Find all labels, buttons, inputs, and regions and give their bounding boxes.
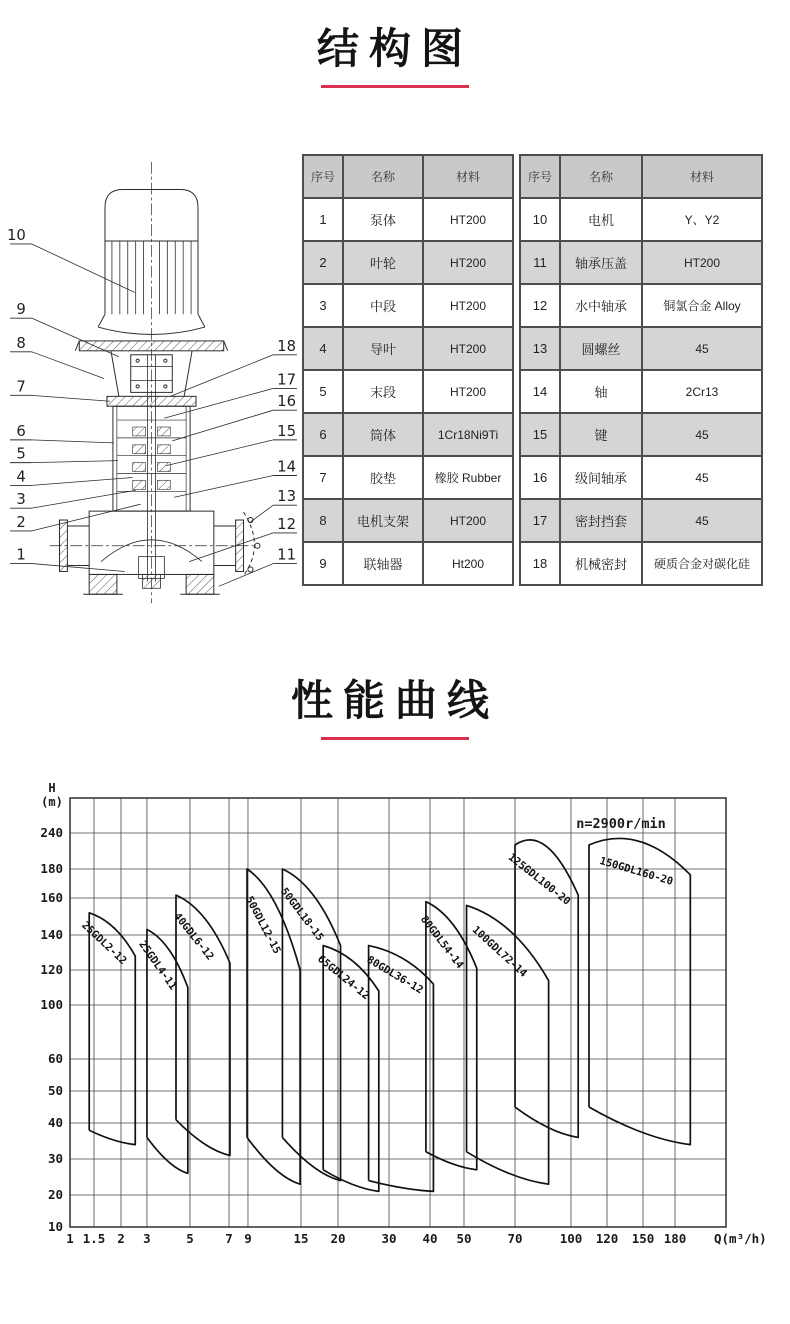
performance-title-underline (321, 737, 469, 740)
part-number-label: 18 (277, 337, 297, 355)
table-row (520, 284, 762, 327)
part-material-cell: 2Cr13 (642, 370, 762, 413)
parts-tables (298, 146, 790, 616)
part-name-cell: 叶轮 (343, 241, 423, 284)
part-material-cell: 1Cr18Ni9Ti (423, 413, 513, 456)
part-material-cell: 铜氯合金 Alloy (642, 284, 762, 327)
pump-model-label: 25GDL4-11 (136, 938, 179, 993)
part-name-cell: 末段 (343, 370, 423, 413)
part-no-cell: 7 (303, 456, 343, 499)
part-name-cell: 中段 (343, 284, 423, 327)
pump-model-label: 40GDL6-12 (171, 910, 216, 963)
part-name-cell: 圆螺丝 (560, 327, 642, 370)
x-tick-label: 120 (595, 1231, 619, 1246)
y-tick-label: 30 (47, 1151, 63, 1167)
part-material-cell: HT200 (423, 198, 513, 241)
leader-line (32, 395, 110, 401)
y-tick-label: 240 (40, 825, 63, 841)
x-tick-label: 150 (631, 1231, 655, 1246)
leader-line (32, 564, 125, 572)
part-name-cell: 机械密封 (560, 542, 642, 585)
y-tick-label: 140 (40, 927, 63, 943)
pump-top-flange-drawing (107, 396, 196, 406)
leader-line (32, 318, 119, 357)
part-material-cell: HT200 (423, 499, 513, 542)
x-tick-label: 20 (330, 1231, 346, 1246)
column-header: 材料 (423, 155, 513, 198)
part-number-label: 17 (277, 371, 297, 389)
part-no-cell: 8 (303, 499, 343, 542)
part-name-cell: 导叶 (343, 327, 423, 370)
leader-line (166, 440, 273, 466)
part-no-cell: 13 (520, 327, 560, 370)
x-tick-label: 15 (293, 1231, 309, 1246)
part-name-cell: 电机 (560, 198, 642, 241)
performance-section-header (0, 668, 790, 740)
y-tick-label: 10 (47, 1219, 63, 1234)
x-tick-label: 40 (422, 1231, 438, 1246)
x-tick-label: 3 (143, 1231, 151, 1246)
table-row (303, 327, 513, 370)
part-no-cell: 18 (520, 542, 560, 585)
pump-model-label: 80GDL54-14 (417, 913, 466, 972)
part-no-cell: 6 (303, 413, 343, 456)
leader-line (32, 490, 136, 508)
table-row (520, 499, 762, 542)
pump-model-label: 50GDL18-15 (278, 885, 326, 944)
leader-line (189, 533, 273, 562)
part-number-label: 4 (16, 468, 26, 486)
table-row (303, 241, 513, 284)
pump-model-label: 50GDL12-15 (242, 894, 283, 956)
part-material-cell: 45 (642, 499, 762, 542)
part-material-cell: 硬质合金对碳化硅 (642, 542, 762, 585)
part-material-cell: HT200 (642, 241, 762, 284)
structure-title: 结构图 (316, 25, 473, 72)
y-tick-label: 180 (40, 860, 63, 876)
table-row (520, 198, 762, 241)
table-row (303, 198, 513, 241)
part-material-cell: 45 (642, 327, 762, 370)
x-tick-label: 7 (225, 1231, 233, 1246)
leader-line (170, 355, 273, 397)
table-row (520, 241, 762, 284)
table-header-row (303, 155, 513, 198)
table-row (520, 370, 762, 413)
part-material-cell: 橡胶 Rubber (423, 456, 513, 499)
column-header: 序号 (520, 155, 560, 198)
parts-table-right (519, 154, 763, 586)
part-name-cell: 电机支架 (343, 499, 423, 542)
parts-table-left (302, 154, 514, 586)
x-tick-label: 180 (663, 1231, 687, 1246)
structure-section-header (0, 16, 790, 88)
pump-model-label: 25GDL2-12 (79, 919, 129, 968)
part-number-label: 15 (277, 422, 297, 440)
leader-line (32, 440, 114, 443)
part-number-label: 9 (16, 301, 26, 319)
leader-line (32, 504, 141, 531)
part-no-cell: 16 (520, 456, 560, 499)
part-no-cell: 15 (520, 413, 560, 456)
part-number-label: 12 (277, 515, 297, 533)
column-header: 材料 (642, 155, 762, 198)
structure-content (0, 146, 790, 616)
part-no-cell: 10 (520, 198, 560, 241)
y-axis-unit: (m) (41, 795, 63, 809)
leader-line (219, 564, 273, 587)
part-name-cell: 级间轴承 (560, 456, 642, 499)
table-row (303, 284, 513, 327)
motor-flange-drawing (75, 341, 227, 351)
part-number-label: 2 (16, 513, 26, 531)
part-no-cell: 5 (303, 370, 343, 413)
part-no-cell: 2 (303, 241, 343, 284)
part-name-cell: 轴承压盖 (560, 241, 642, 284)
x-tick-label: 9 (244, 1231, 252, 1246)
column-header: 序号 (303, 155, 343, 198)
performance-chart (15, 782, 775, 1282)
x-tick-label: 100 (559, 1231, 583, 1246)
table-row (303, 413, 513, 456)
part-number-label: 10 (6, 227, 26, 244)
performance-chart-wrap (15, 782, 775, 1282)
part-name-cell: 泵体 (343, 198, 423, 241)
performance-title: 性能曲线 (290, 677, 499, 724)
leader-line (250, 505, 273, 522)
x-tick-label: 30 (381, 1231, 397, 1246)
x-tick-label: 50 (456, 1231, 472, 1246)
part-no-cell: 9 (303, 542, 343, 585)
part-number-label: 6 (16, 422, 26, 440)
y-tick-label: 120 (40, 962, 63, 978)
table-row (520, 413, 762, 456)
table-row (303, 499, 513, 542)
part-material-cell: 45 (642, 413, 762, 456)
x-tick-label: 2 (117, 1231, 125, 1246)
part-name-cell: 水中轴承 (560, 284, 642, 327)
pump-model-label: 125GDL100-20 (505, 851, 573, 908)
pump-model-label: 80GDL36-12 (364, 953, 426, 997)
leader-line (32, 352, 104, 379)
part-material-cell: HT200 (423, 370, 513, 413)
leader-line (172, 410, 273, 441)
part-no-cell: 14 (520, 370, 560, 413)
part-no-cell: 12 (520, 284, 560, 327)
part-name-cell: 联轴器 (343, 542, 423, 585)
pump-envelope-curve (467, 905, 549, 1184)
part-material-cell: HT200 (423, 327, 513, 370)
y-tick-label: 40 (47, 1115, 63, 1131)
y-tick-label: 100 (40, 996, 63, 1012)
part-material-cell: 45 (642, 456, 762, 499)
table-row (303, 542, 513, 585)
pump-model-label: 65GDL24-12 (315, 952, 372, 1003)
part-name-cell: 筒体 (343, 413, 423, 456)
bolt-circle-drawing (244, 512, 260, 575)
part-no-cell: 4 (303, 327, 343, 370)
y-tick-label: 20 (47, 1186, 63, 1202)
leader-line (32, 477, 133, 485)
part-material-cell: Y、Y2 (642, 198, 762, 241)
part-no-cell: 3 (303, 284, 343, 327)
part-number-label: 7 (16, 378, 26, 396)
speed-annotation: n=2900r/min (576, 816, 666, 832)
column-header: 名称 (560, 155, 642, 198)
pump-model-label: 150GDL160-20 (598, 854, 675, 888)
part-number-label: 16 (277, 393, 297, 411)
table-row (303, 456, 513, 499)
part-number-label: 14 (277, 458, 297, 476)
part-number-label: 1 (16, 546, 26, 564)
table-row (520, 456, 762, 499)
part-name-cell: 轴 (560, 370, 642, 413)
x-tick-label: 1.5 (82, 1231, 106, 1246)
leader-line (32, 244, 135, 292)
part-material-cell: Ht200 (423, 542, 513, 585)
x-tick-label: 1 (66, 1231, 74, 1246)
part-number-label: 13 (277, 488, 297, 506)
pump-model-label: 100GDL72-14 (469, 923, 530, 980)
leader-line (174, 475, 273, 497)
part-no-cell: 11 (520, 241, 560, 284)
structure-title-underline (321, 85, 469, 88)
part-number-label: 5 (16, 445, 26, 463)
pump-drawing-svg (6, 146, 298, 616)
pump-structure-diagram (6, 146, 298, 616)
table-row (520, 327, 762, 370)
part-number-label: 3 (16, 491, 26, 509)
part-name-cell: 键 (560, 413, 642, 456)
y-axis-title: H (48, 782, 56, 795)
part-number-label: 11 (277, 546, 297, 564)
part-material-cell: HT200 (423, 241, 513, 284)
part-name-cell: 密封挡套 (560, 499, 642, 542)
table-row (303, 370, 513, 413)
part-number-label: 8 (16, 334, 26, 352)
x-axis-title: Q(m³/h) (714, 1231, 767, 1246)
x-tick-label: 5 (186, 1231, 194, 1246)
y-tick-label: 50 (47, 1083, 63, 1099)
part-no-cell: 1 (303, 198, 343, 241)
y-tick-label: 160 (40, 889, 63, 905)
table-row (520, 542, 762, 585)
y-tick-label: 60 (47, 1051, 63, 1067)
part-no-cell: 17 (520, 499, 560, 542)
x-tick-label: 70 (507, 1231, 523, 1246)
part-name-cell: 胶垫 (343, 456, 423, 499)
table-header-row (520, 155, 762, 198)
part-material-cell: HT200 (423, 284, 513, 327)
column-header: 名称 (343, 155, 423, 198)
leader-line (32, 461, 118, 463)
